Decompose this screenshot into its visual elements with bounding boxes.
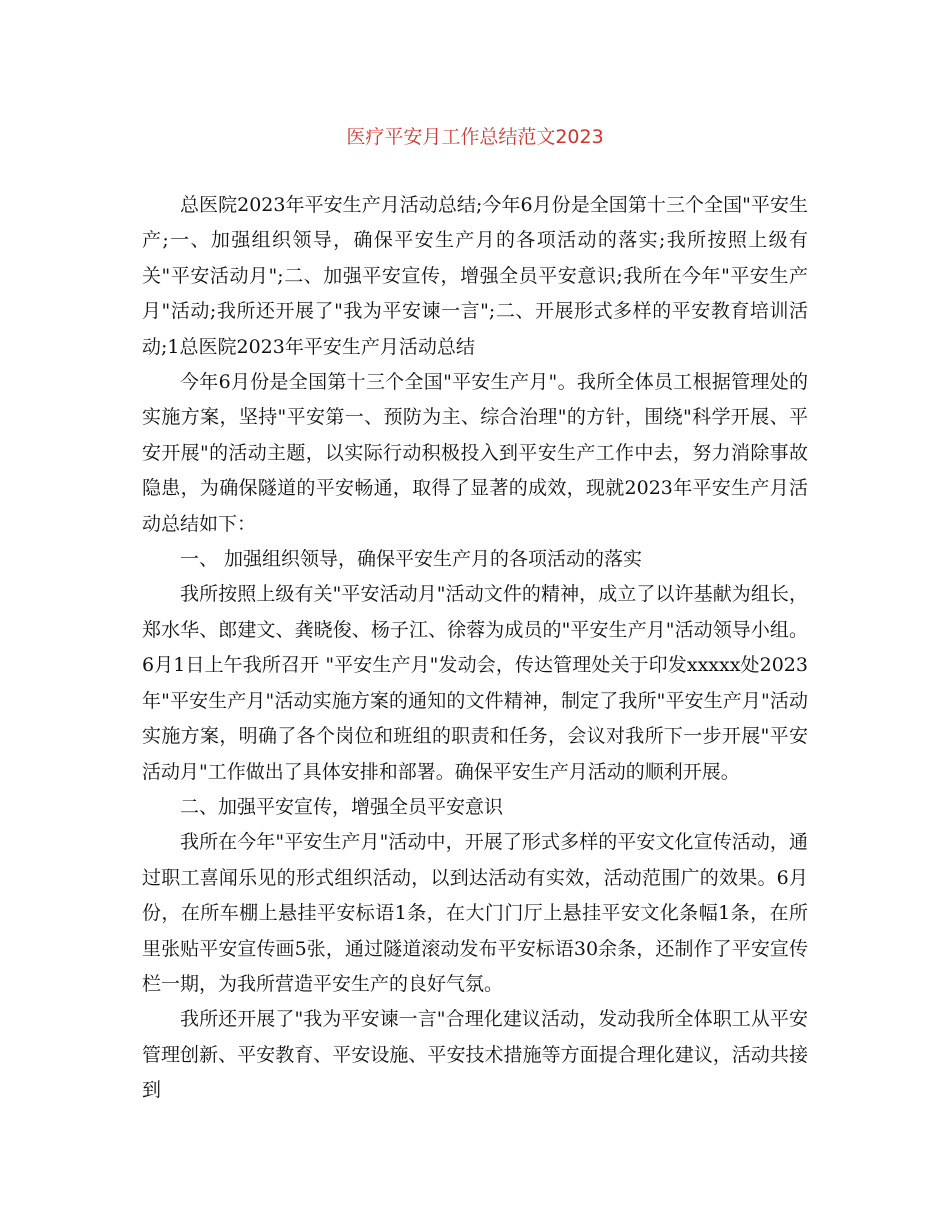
paragraph-section-2-cont: 我所还开展了"我为平安谏一言"合理化建议活动，发动我所全体职工从平安管理创新、平安教育、平安设施、平安技术措施等方面提合理化建议，活动共接到 <box>142 1008 808 1102</box>
section-heading-2: 二、加强平安宣传，增强全员平安意识 <box>180 795 504 818</box>
paragraph-section-1: 我所按照上级有关"平安活动月"活动文件的精神，成立了以许基献为组长，郑水华、郎建文、龚晓俊、杨子江、徐蓉为成员的"平安生产月"活动领导小组。6月1日上午我所召开 "平安生产月"发动会，传达管理处关于印发xxxxx处2023年"平安生产月"活动实施方案的通知的文件精神，制定了我所"平安生产月"活动实施方案，明确了各个岗位和班组的职责和任务，会议对我所下一步开展"平安活动月"工作做出了具体安排和部署。确保平安生产月活动的顺利开展。 <box>142 583 808 783</box>
section-heading-1: 一、 加强组织领导，确保平安生产月的各项活动的落实 <box>180 548 643 571</box>
document-title: 医疗平安月工作总结范文2023 <box>346 126 604 148</box>
document-body <box>142 188 808 1109</box>
paragraph-intro: 今年6月份是全国第十三个全国"平安生产月"。我所全体员工根据管理处的实施方案，坚持"平安第一、预防为主、综合治理"的方针，围绕"科学开展、平安开展"的活动主题，以实际行动积极投入到平安生产工作中去，努力消除事故隐患，为确保隧道的平安畅通，取得了显著的成效，现就2023年平安生产月活动总结如下： <box>142 371 808 535</box>
paragraph-summary: 总医院2023年平安生产月活动总结;今年6月份是全国第十三个全国"平安生产;一、加强组织领导，确保平安生产月的各项活动的落实;我所按照上级有关"平安活动月";二、加强平安宣传，增强全员平安意识;我所在今年"平安生产月"活动;我所还开展了"我为平安谏一言";二、开展形式多样的平安教育培训活动;1总医院2023年平安生产月活动总结 <box>142 194 808 358</box>
paragraph-section-2: 我所在今年"平安生产月"活动中，开展了形式多样的平安文化宣传活动，通过职工喜闻乐见的形式组织活动，以到达活动有实效，活动范围广的效果。6月份，在所车棚上悬挂平安标语1条，在大门门厅上悬挂平安文化条幅1条，在所里张贴平安宣传画5张，通过隧道滚动发布平安标语30余条，还制作了平安宣传栏一期，为我所营造平安生产的良好气氛。 <box>142 831 808 995</box>
